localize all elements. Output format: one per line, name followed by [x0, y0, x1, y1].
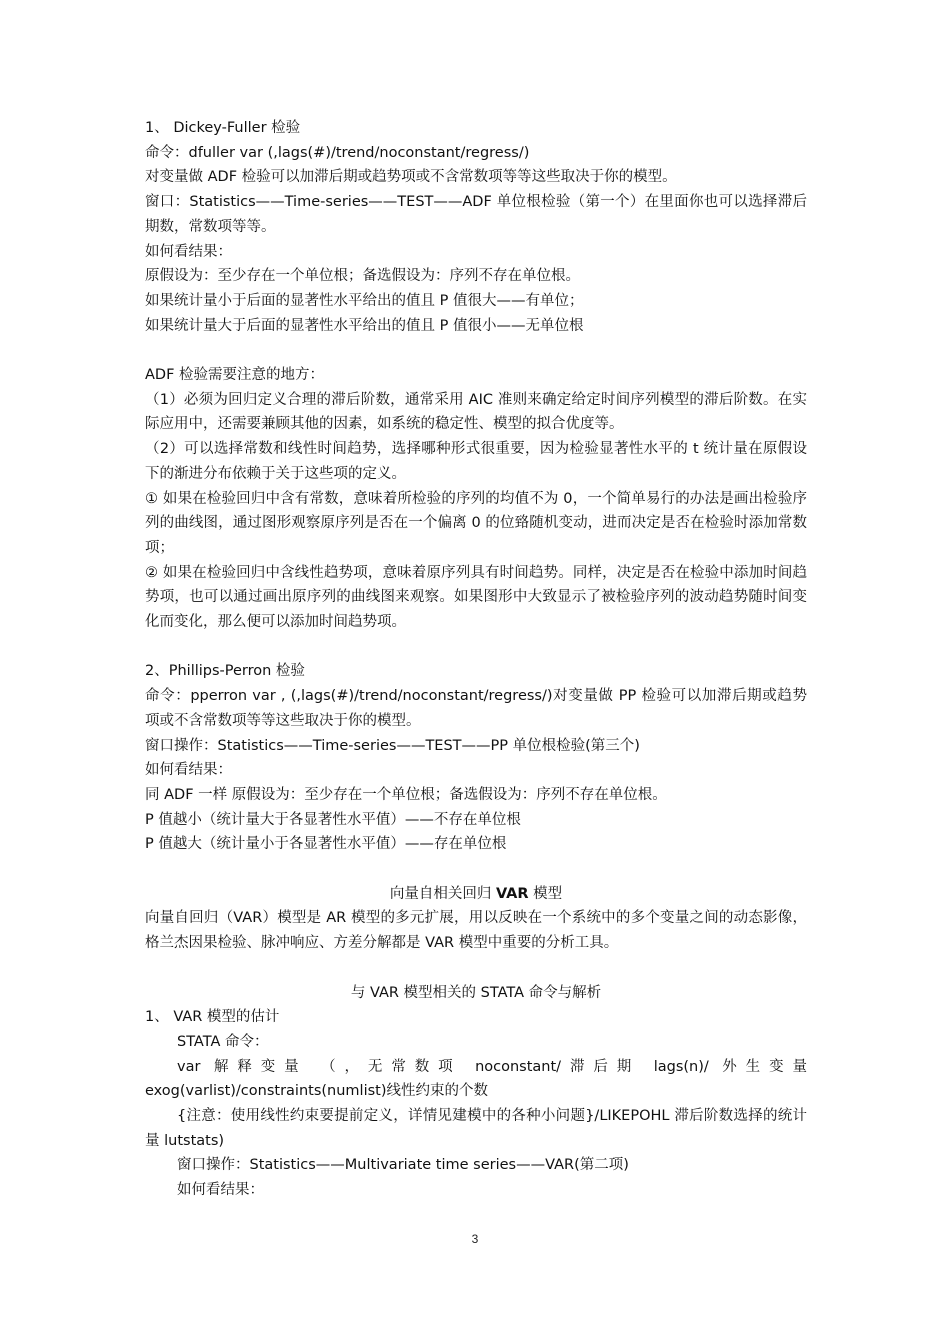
spacer — [145, 956, 807, 981]
var-heading — [145, 882, 807, 907]
adf-note-constant: ① 如果在检验回归中含有常数，意味着所检验的序列的均值不为 0，一个简单易行的办法是画出检验序列的曲线图，通过图形观察原序列是否在一个偏离 0 的位臵随机变动，进而决定是否在检验时添加常数项； — [145, 490, 807, 556]
pperron-command: 命令：pperron var , (,lags(#)/trend/noconstant/regress/)对变量做 PP 检验可以加滞后期或趋势项或不含常数项等等这些取决于你的模型。 — [145, 688, 807, 729]
document-body — [145, 116, 807, 1203]
adf-note-linear-trend: ② 如果在检验回归中含线性趋势项，意味着原序列具有时间趋势。同样，决定是否在检验中添加时间趋势项，也可以通过画出原序列的曲线图来观察。如果图形中大致显示了被检验序列的波动趋势随时间变化而变化，那么便可以添加时间趋势项。 — [145, 564, 807, 631]
var-syntax-line1: var 解释变量 （，无常数项 noconstant/滞后期 lags(n)/ 外生变量 — [177, 1058, 807, 1075]
adf-notes-title: ADF 检验需要注意的地方： — [145, 367, 325, 384]
spacer — [145, 857, 807, 882]
spacer — [145, 338, 807, 363]
adf-howto-label: 如何看结果： — [145, 243, 232, 260]
section1-title: 1、 Dickey-Fuller 检验 — [145, 120, 301, 136]
pp-window-path: 窗口操作：Statistics——Time-series——TEST——PP 单位根检验(第三个) — [145, 737, 640, 754]
var-syntax-line2: exog(varlist)/constraints(numlist)线性约束的个数 — [145, 1083, 488, 1100]
adf-note-lag: （1）必须为回归定义合理的滞后阶数，通常采用 AIC 准则来确定给定时间序列模型的滞后阶数。在实际应用中，还需要兼顾其他的因素，如系统的稳定性、模型的拟合优度等。 — [145, 391, 807, 433]
var-window-path: 窗口操作：Statistics——Multivariate time series——VAR(第二项) — [177, 1157, 629, 1174]
adf-hypothesis: 原假设为：至少存在一个单位根；备选假设为：序列不存在单位根。 — [145, 268, 580, 285]
pp-rule-small-p: P 值越小（统计量大于各显著性水平值）——不存在单位根 — [145, 811, 521, 828]
adf-note-trend: （2）可以选择常数和线性时间趋势，选择哪种形式很重要，因为检验显著性水平的 t 统计量在原假设下的渐进分布依赖于关于这些项的定义。 — [145, 441, 807, 482]
pp-rule-large-p: P 值越大（统计量小于各显著性水平值）——存在单位根 — [145, 836, 507, 853]
pp-howto-label: 如何看结果： — [145, 762, 232, 779]
var-heading-post: 模型 — [528, 885, 563, 902]
pp-hypothesis: 同 ADF 一样 原假设为：至少存在一个单位根；备选假设为：序列不存在单位根。 — [145, 786, 667, 803]
spacer — [145, 635, 807, 660]
adf-rule-no-unit-root: 如果统计量大于后面的显著性水平给出的值且 P 值很小——无单位根 — [145, 317, 584, 334]
adf-description: 对变量做 ADF 检验可以加滞后期或趋势项或不含常数项等等这些取决于你的模型。 — [145, 169, 677, 186]
var-heading-pre: 向量自相关回归 — [389, 885, 496, 902]
dfuller-command: 命令：dfuller var (,lags(#)/trend/noconstant/regress/) — [145, 144, 530, 161]
adf-window-path: 窗口：Statistics——Time-series——TEST——ADF 单位根检验（第一个）在里面你也可以选择滞后期数，常数项等等。 — [145, 194, 807, 235]
var-estimation-title: 1、 VAR 模型的估计 — [145, 1009, 280, 1026]
var-heading-bold: VAR — [495, 885, 529, 902]
section2-title: 2、Phillips-Perron 检验 — [145, 663, 305, 680]
var-description: 向量自回归（VAR）模型是 AR 模型的多元扩展，用以反映在一个系统中的多个变量之间的动态影像，格兰杰因果检验、脉冲响应、方差分解都是 VAR 模型中重要的分析工具。 — [145, 910, 807, 952]
adf-rule-unit-root: 如果统计量小于后面的显著性水平给出的值且 P 值很大——有单位； — [145, 292, 584, 309]
var-constraint-note: {注意：使用线性约束要提前定义，详情见建模中的各种小问题}/LIKEPOHL 滞后阶数选择的统计量 lutstats) — [145, 1108, 807, 1149]
stata-command-label: STATA 命令： — [177, 1033, 269, 1050]
var-stata-heading: 与 VAR 模型相关的 STATA 命令与解析 — [350, 984, 602, 1001]
page-number: 3 — [471, 1232, 479, 1246]
var-howto-label: 如何看结果： — [177, 1182, 264, 1199]
